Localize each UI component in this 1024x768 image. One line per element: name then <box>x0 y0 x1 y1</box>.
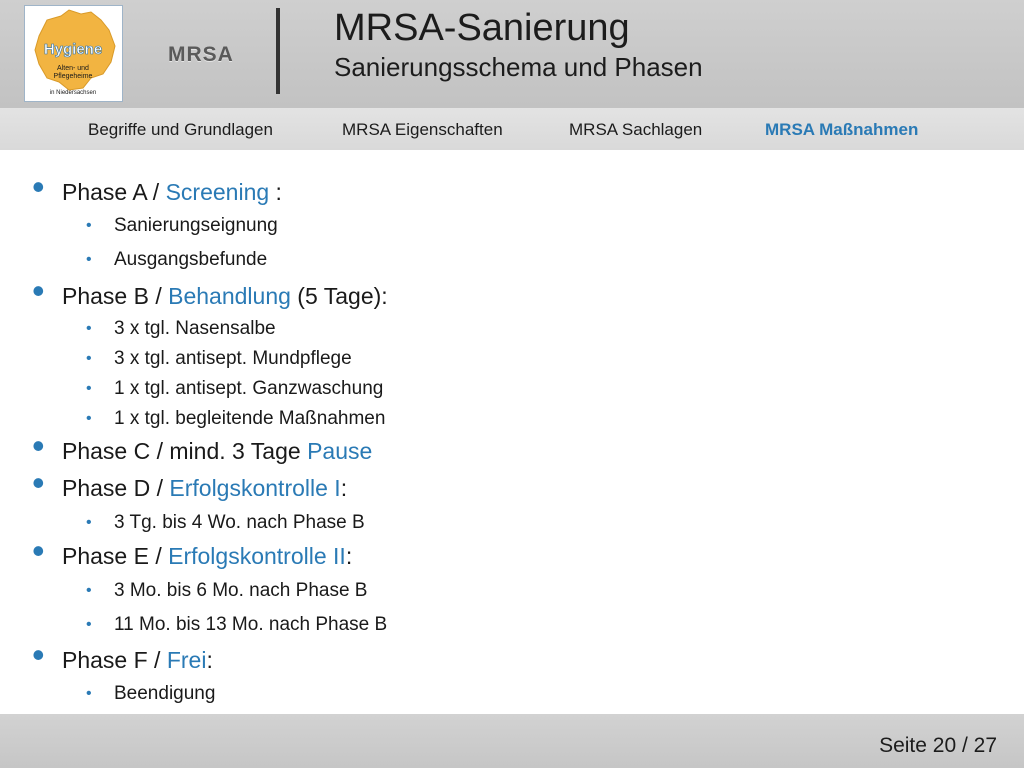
list-item-text: 3 Mo. bis 6 Mo. nach Phase B <box>114 580 368 601</box>
bullet-icon: • <box>86 410 92 427</box>
list-item <box>86 317 276 341</box>
phase-prefix: Phase A / <box>62 179 166 205</box>
slide-content <box>0 150 1024 710</box>
list-item <box>86 511 365 535</box>
list-item <box>86 579 368 603</box>
bullet-icon: • <box>32 425 45 466</box>
phase-highlight: Behandlung <box>168 283 291 309</box>
phase-highlight: Erfolgskontrolle I <box>169 475 341 501</box>
list-item <box>86 682 216 706</box>
phase-f <box>32 634 213 675</box>
slide-title: MRSA-Sanierung <box>334 7 630 49</box>
phase-prefix: Phase E / <box>62 543 169 569</box>
phase-suffix: : <box>269 179 282 205</box>
section-tag: MRSA <box>168 43 234 66</box>
bullet-icon: • <box>86 251 92 268</box>
list-item <box>86 407 386 431</box>
bullet-icon: • <box>32 166 45 207</box>
list-item-text: Ausgangsbefunde <box>114 249 268 270</box>
list-item <box>86 248 268 272</box>
bullet-icon: • <box>86 320 92 337</box>
phase-d <box>32 462 348 503</box>
list-item-text: 3 x tgl. antisept. Mundpflege <box>114 348 352 369</box>
phase-suffix: (5 Tage): <box>290 283 388 309</box>
phase-prefix: Phase D / <box>62 475 170 501</box>
logo-line1: Alten- und <box>57 65 89 72</box>
nav-item-sachlagen[interactable]: MRSA Sachlagen <box>569 120 703 139</box>
list-item-text: Sanierungseignung <box>114 215 278 236</box>
phase-highlight: Frei <box>166 647 207 673</box>
bullet-icon: • <box>32 634 45 675</box>
phase-a <box>32 166 282 207</box>
phase-prefix: Phase B / <box>62 283 169 309</box>
nav-item-massnahmen[interactable]: MRSA Maßnahmen <box>765 120 919 139</box>
list-item <box>86 377 384 401</box>
slide-footer <box>0 714 1024 768</box>
bullet-icon: • <box>32 462 45 503</box>
list-item-text: 1 x tgl. antisept. Ganzwaschung <box>114 378 384 399</box>
phase-suffix: : <box>345 543 353 569</box>
list-item <box>86 214 278 238</box>
bullet-icon: • <box>86 685 92 702</box>
phase-e <box>32 530 353 571</box>
section-nav <box>0 108 1024 150</box>
bullet-icon: • <box>86 616 92 633</box>
phase-b <box>32 270 388 311</box>
phase-highlight: Erfolgskontrolle II <box>168 543 346 569</box>
slide-subtitle: Sanierungsschema und Phasen <box>334 52 703 82</box>
bullet-icon: • <box>32 270 45 311</box>
hygiene-logo <box>24 5 123 102</box>
phase-highlight: Screening <box>165 179 270 205</box>
list-item-text: 11 Mo. bis 13 Mo. nach Phase B <box>114 614 388 635</box>
lower-saxony-map-icon <box>25 6 122 101</box>
bullet-icon: • <box>86 514 92 531</box>
phase-prefix: Phase C / mind. 3 Tage <box>62 438 308 464</box>
bullet-icon: • <box>32 530 45 571</box>
phase-suffix: : <box>340 475 348 501</box>
phase-prefix: Phase F / <box>62 647 167 673</box>
phase-c <box>32 425 373 466</box>
list-item <box>86 613 388 637</box>
bullet-icon: • <box>86 380 92 397</box>
list-item <box>86 347 352 371</box>
bullet-icon: • <box>86 582 92 599</box>
header-divider <box>276 8 280 94</box>
phase-highlight: Pause <box>307 438 373 464</box>
list-item-text: 3 x tgl. Nasensalbe <box>114 318 276 339</box>
list-item-text: Beendigung <box>114 683 216 704</box>
bullet-icon: • <box>86 217 92 234</box>
nav-item-begriffe[interactable]: Begriffe und Grundlagen <box>88 120 273 139</box>
slide-header <box>0 0 1024 108</box>
page-number: Seite 20 / 27 <box>879 734 997 757</box>
nav-item-eigenschaften[interactable]: MRSA Eigenschaften <box>342 120 503 139</box>
logo-line2: Pflegeheime <box>53 73 93 80</box>
list-item-text: 1 x tgl. begleitende Maßnahmen <box>114 408 386 429</box>
bullet-icon: • <box>86 350 92 367</box>
logo-line3: in Niedersachsen <box>49 90 97 96</box>
phase-suffix: : <box>206 647 213 673</box>
logo-main-text: Hygiene <box>43 41 103 58</box>
list-item-text: 3 Tg. bis 4 Wo. nach Phase B <box>114 512 365 533</box>
